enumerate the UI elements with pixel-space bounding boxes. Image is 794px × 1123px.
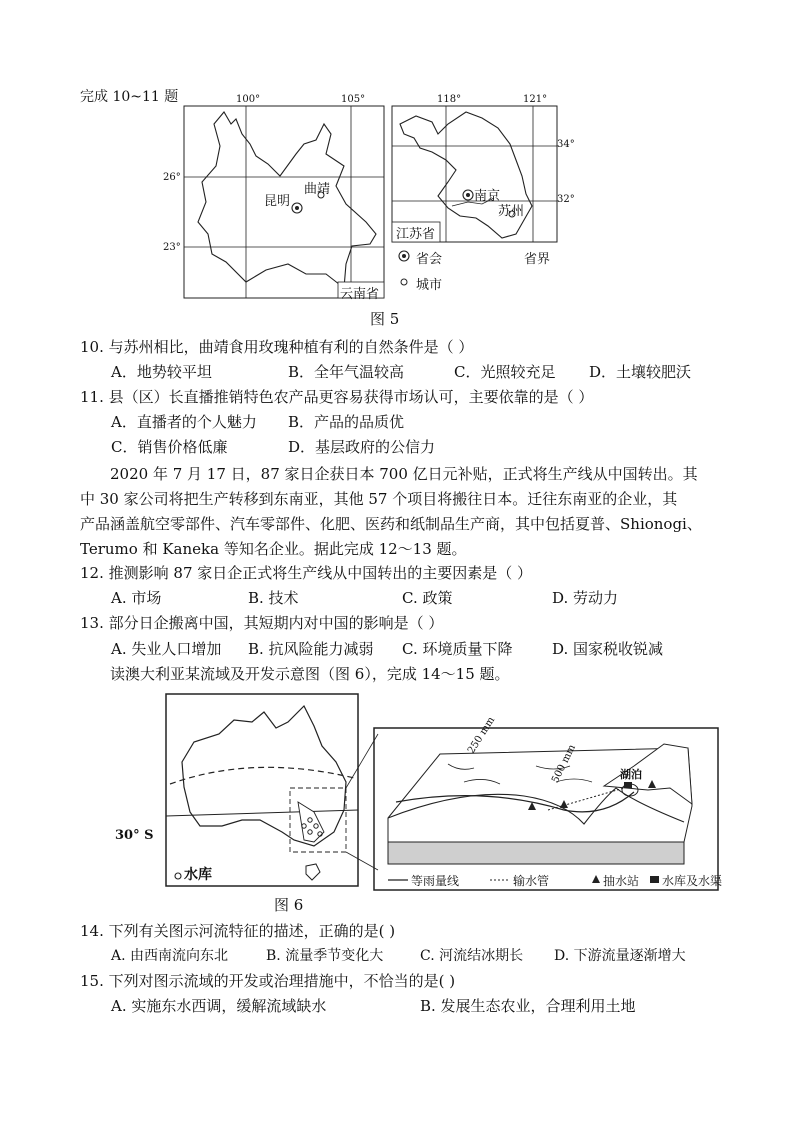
option-12-d: D. 劳动力 — [552, 589, 619, 607]
city-label-qujing: 曲靖 — [304, 182, 331, 197]
figure-6-diagram — [164, 692, 723, 892]
province-label-yunnan: 云南省 — [340, 287, 380, 302]
option-14-a: A. 由西南流向东北 — [111, 948, 229, 964]
legend-reservoir: 水库及水渠 — [662, 874, 723, 888]
lon-label-121: 121° — [523, 94, 548, 105]
question-number: 13. — [80, 614, 104, 632]
latitude-label-30s: 30° S — [115, 828, 154, 843]
option-13-a: A. 失业人口增加 — [111, 640, 222, 658]
option-12-c: C. 政策 — [402, 589, 453, 607]
city-label-kunming: 昆明 — [264, 194, 291, 209]
lat-label-32: 32° — [557, 194, 575, 205]
option-11-c: C．销售价格低廉 — [111, 438, 228, 456]
passage-12-13 — [80, 462, 716, 562]
legend-isohyet: 等雨量线 — [411, 874, 460, 888]
passage-line: 中 30 家公司将把生产转移到东南亚，其他 57 个项目将搬往日本。迁往东南亚的企业，其 — [80, 490, 678, 508]
question-stem: 与苏州相比，曲靖食用玫瑰种植有利的自然条件是（ ） — [108, 338, 474, 356]
lat-label-26: 26° — [163, 172, 181, 183]
reservoir-legend-label: 水库 — [184, 867, 212, 883]
option-10-d: D．土壤较肥沃 — [589, 363, 692, 381]
lat-label-23: 23° — [163, 242, 181, 253]
option-12-b: B. 技术 — [248, 589, 299, 607]
option-14-c: C. 河流结冰期长 — [420, 948, 524, 964]
question-14 — [80, 921, 395, 941]
option-13-b: B. 抗风险能力减弱 — [248, 640, 374, 658]
question-number: 11. — [80, 388, 104, 406]
legend-pipe: 输水管 — [513, 874, 550, 888]
option-13-d: D. 国家税收锐减 — [552, 640, 664, 658]
legend-capital: 省会 — [416, 252, 443, 267]
question-stem: 县（区）长直播推销特色农产品更容易获得市场认可，主要依靠的是（ ） — [108, 388, 594, 406]
city-label-nanjing: 南京 — [474, 189, 501, 204]
isohyet-label-500: 500 mm — [550, 742, 578, 785]
option-10-a: A．地势较平坦 — [111, 363, 212, 381]
option-11-b: B．产品的品质优 — [288, 413, 405, 431]
option-10-b: B．全年气温较高 — [288, 363, 405, 381]
city-label-suzhou: 苏州 — [498, 204, 525, 219]
option-15-b: B. 发展生态农业，合理利用土地 — [420, 997, 636, 1015]
option-12-a: A. 市场 — [111, 589, 162, 607]
lon-label-118: 118° — [437, 94, 462, 105]
question-stem: 下列对图示流域的开发或治理措施中，不恰当的是( ) — [108, 972, 456, 990]
legend-boundary: 省界 — [524, 252, 551, 267]
question-number: 10. — [80, 338, 104, 356]
option-11-a: A．直播者的个人魅力 — [111, 413, 257, 431]
question-10 — [80, 337, 473, 357]
passage-line: 产品涵盖航空零部件、汽车零部件、化肥、医药和纸制品生产商，其中包括夏普、Shionogi、 — [80, 515, 702, 533]
passage-line: 2020 年 7 月 17 日，87 家日企获日本 700 亿日元补贴，正式将生产线从中国转出。其 — [110, 465, 698, 483]
lat-label-34: 34° — [557, 139, 575, 150]
question-stem: 部分日企搬离中国，其短期内对中国的影响是（ ） — [108, 614, 444, 632]
passage-line: Terumo 和 Kaneka 等知名企业。据此完成 12～13 题。 — [80, 540, 467, 558]
legend-city: 城市 — [416, 278, 443, 293]
option-11-d: D．基层政府的公信力 — [288, 438, 436, 456]
lon-label-100: 100° — [236, 94, 261, 105]
question-stem: 下列有关图示河流特征的描述，正确的是( ) — [108, 922, 396, 940]
question-number: 14. — [80, 922, 104, 940]
question-group-header: 完成 10~11 题 — [80, 89, 179, 105]
question-15 — [80, 971, 455, 991]
lon-label-105: 105° — [341, 94, 366, 105]
question-11 — [80, 387, 593, 407]
option-13-c: C. 环境质量下降 — [402, 640, 513, 658]
isohyet-label-250: 250 mm — [466, 715, 498, 756]
figure-6-caption: 图 6 — [274, 896, 304, 914]
intro-14-15: 读澳大利亚某流域及开发示意图（图 6），完成 14～15 题。 — [110, 665, 510, 683]
question-stem: 推测影响 87 家日企正式将生产线从中国转出的主要因素是（ ） — [108, 564, 533, 582]
figure-5-caption: 图 5 — [370, 310, 400, 328]
question-number: 15. — [80, 972, 104, 990]
question-12 — [80, 563, 532, 583]
question-13 — [80, 613, 443, 633]
lake-label: 湖泊 — [620, 768, 642, 781]
option-14-d: D. 下游流量逐渐增大 — [554, 948, 686, 964]
basin-block-diagram — [374, 728, 718, 890]
question-number: 12. — [80, 564, 104, 582]
option-14-b: B. 流量季节变化大 — [266, 948, 384, 964]
option-15-a: A. 实施东水西调，缓解流域缺水 — [111, 997, 327, 1015]
province-label-jiangsu: 江苏省 — [396, 227, 436, 242]
legend-pump: 抽水站 — [603, 874, 640, 888]
option-10-c: C．光照较充足 — [454, 363, 556, 381]
australia-map — [166, 694, 378, 886]
